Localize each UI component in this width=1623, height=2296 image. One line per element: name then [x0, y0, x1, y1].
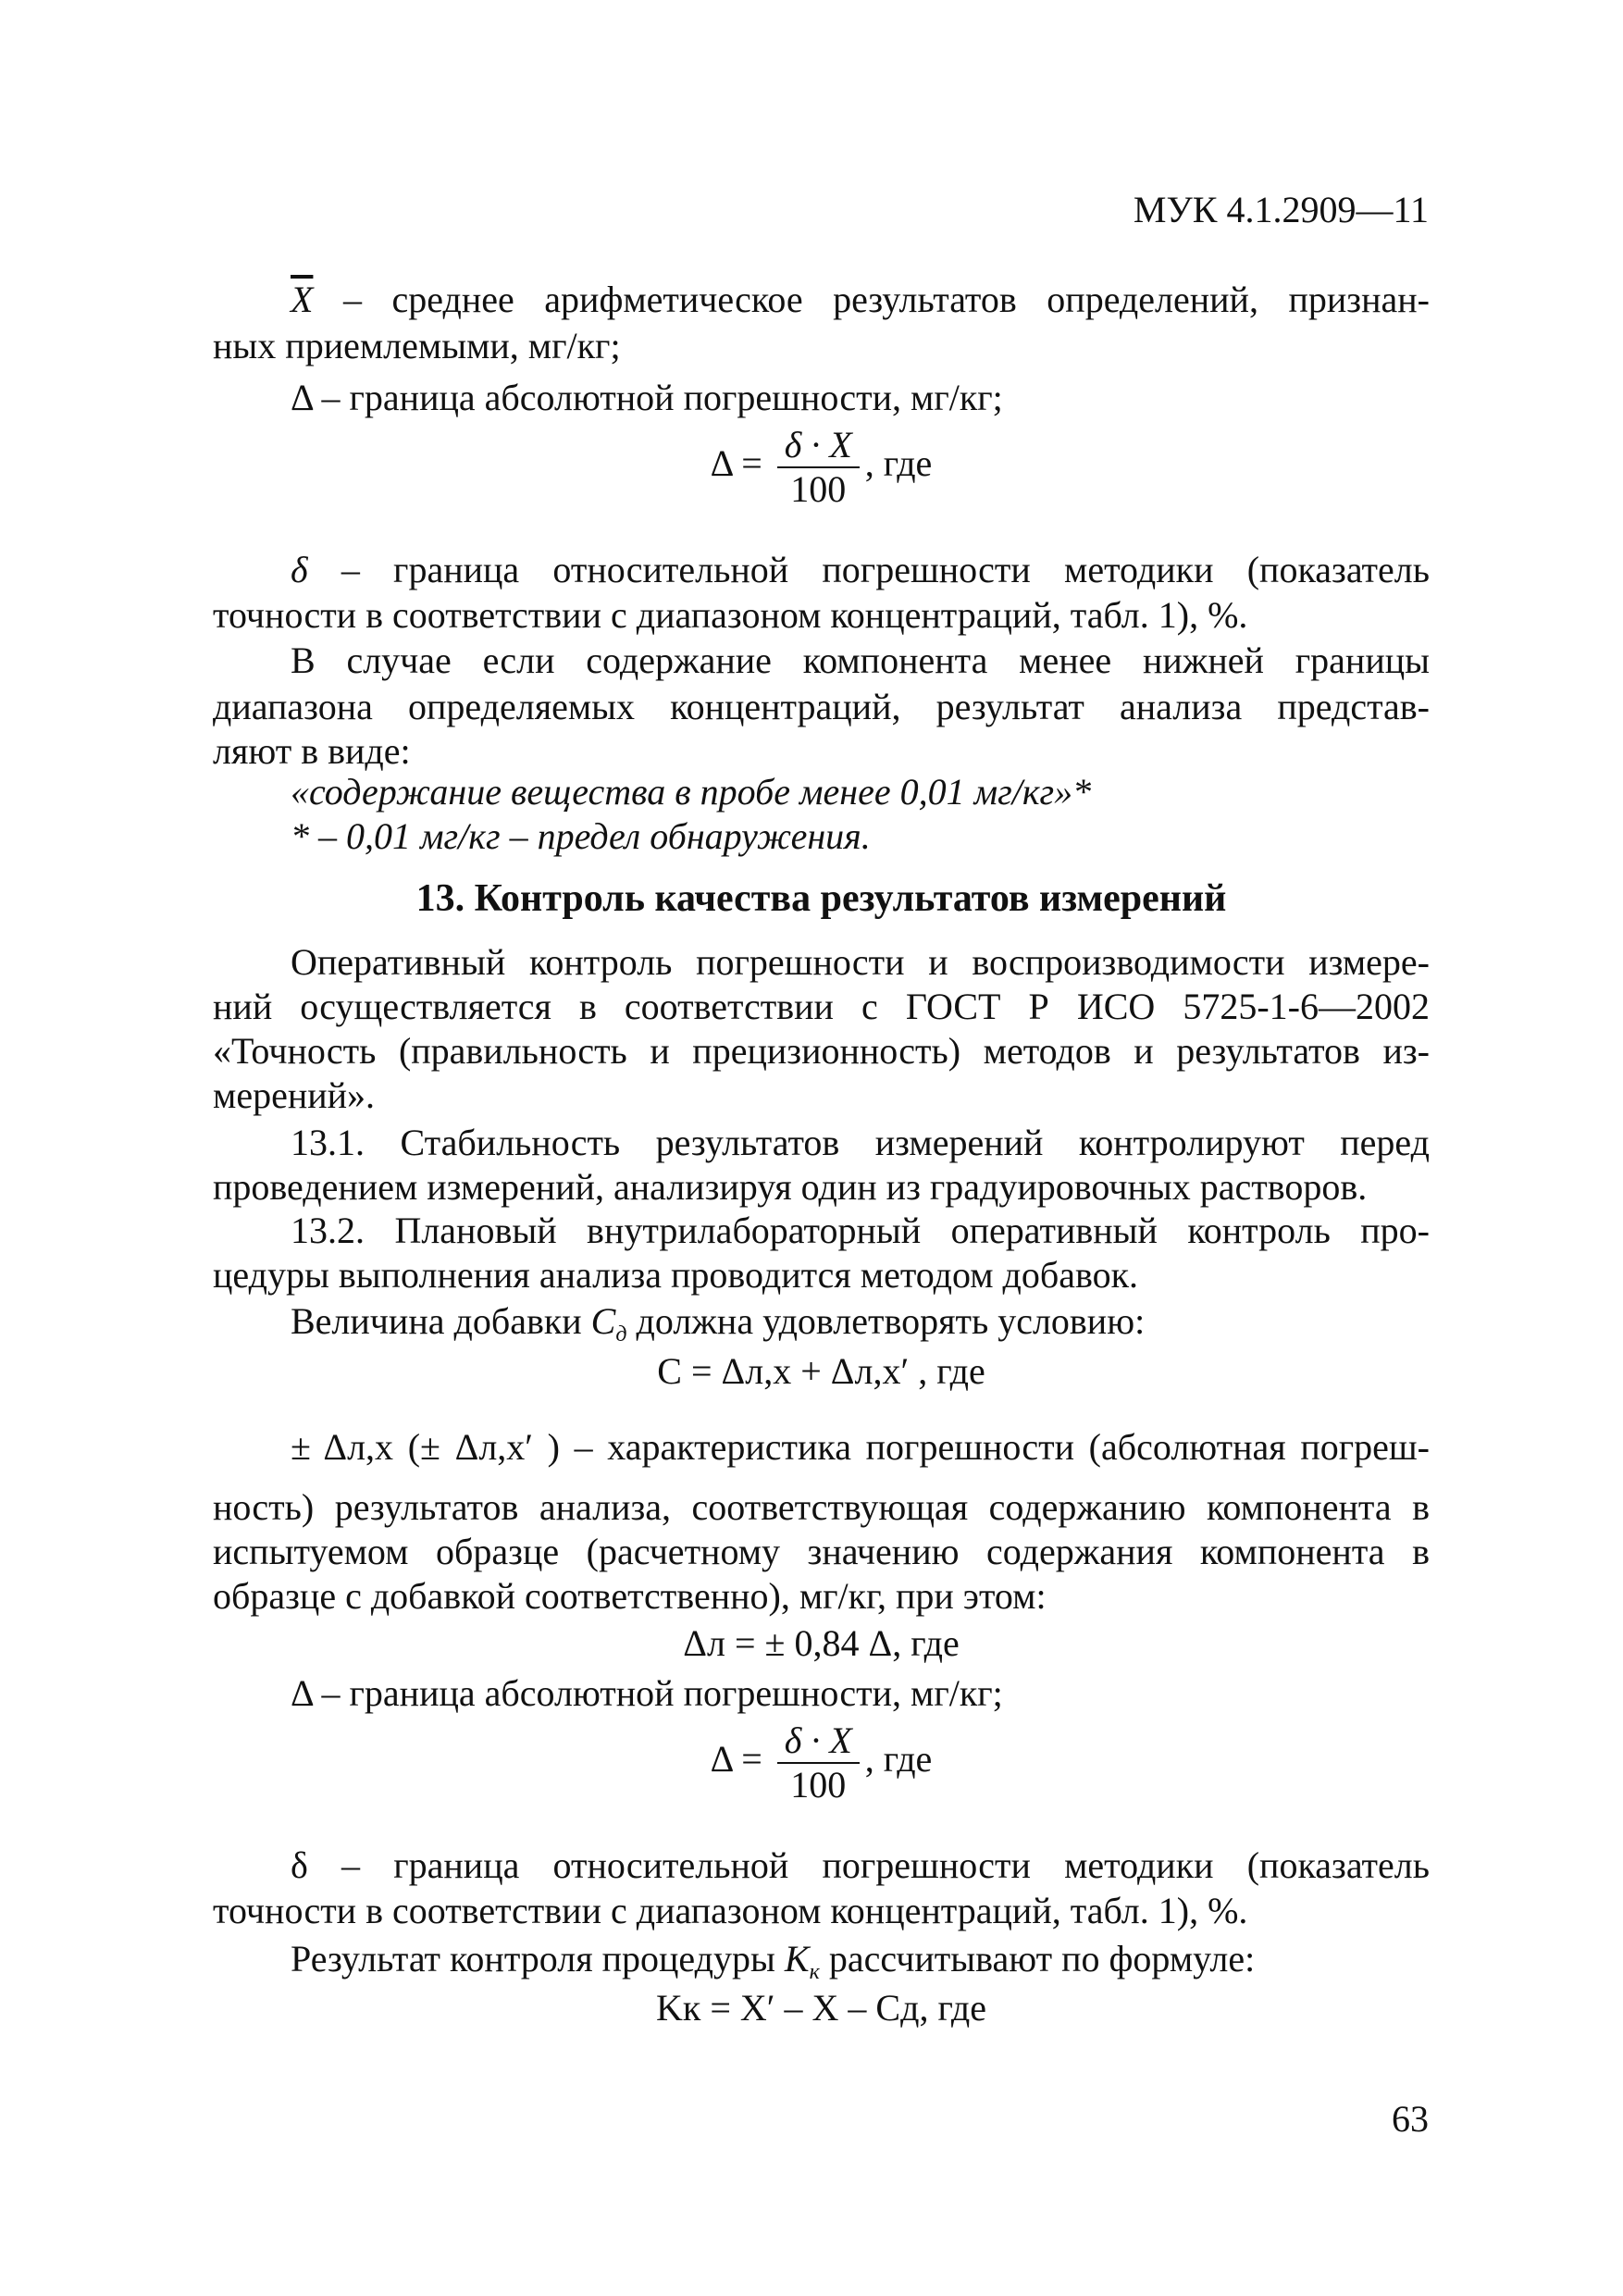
page-number: 63	[1392, 2098, 1429, 2140]
section-paragraph-line-4: мерений».	[213, 1074, 376, 1116]
control-result-formula: Kк = X′ – X – Cд, где	[656, 1987, 986, 2029]
section-paragraph-line-2: ний осуществляется в соответствии с ГОСТ Р ИСО 5725-1-6—2002	[213, 986, 1430, 1027]
case-paragraph-line-3: ляют в виде:	[213, 730, 411, 772]
abs-error-definition: Δ – граница абсолютной погрешности, мг/кг;	[291, 377, 1003, 418]
document-code: МУК 4.1.2909—11	[1133, 189, 1429, 230]
delta-formula-1: Δ = $\frac{\delta \cdot X}{100}$ , где	[710, 424, 933, 510]
p131-line-2: проведением измерений, анализируя один из градуировочных растворов.	[213, 1166, 1368, 1208]
characteristic-line-3: испытуемом образце (расчетному значению содержания компонента в	[213, 1531, 1430, 1572]
case-paragraph-line-1: В случае если содержание компонента менее нижней границы	[291, 639, 1430, 681]
section-paragraph-line-1: Оперативный контроль погрешности и воспроизводимости измере-	[291, 941, 1430, 983]
delta-l-formula: Δл = ± 0,84 Δ, где	[683, 1622, 960, 1664]
quote-line: «содержание вещества в пробе менее 0,01 мг/кг»*	[291, 771, 1092, 813]
mean-definition-line-2: ных приемлемыми, мг/кг;	[213, 325, 621, 366]
section-paragraph-line-3: «Точность (правильность и прецизионность) методов и результатов из-	[213, 1030, 1430, 1072]
p132-line-2: цедуры выполнения анализа проводится методом добавок.	[213, 1254, 1139, 1296]
section-heading: 13. Контроль качества результатов измерений	[415, 877, 1227, 920]
characteristic-line-4: образце с добавкой соответственно), мг/кг, при этом:	[213, 1575, 1047, 1617]
p131-line-1: 13.1. Стабильность результатов измерений контролируют перед	[291, 1122, 1430, 1163]
abs-error-definition-2: Δ – граница абсолютной погрешности, мг/кг;	[291, 1672, 1003, 1714]
rel-error-definition-2-line-2: точности в соответствии с диапазоном концентраций, табл. 1), %.	[213, 1890, 1248, 1931]
additive-formula: C = Δл,x + Δл,x′ , где	[657, 1350, 985, 1392]
control-result-line: Результат контроля процедуры $K_к$ рассчитывают по формуле:	[291, 1938, 1256, 1984]
x-bar-symbol: $\overline{X}$	[291, 279, 314, 320]
case-paragraph-line-2: диапазона определяемых концентраций, результат анализа представ-	[213, 686, 1430, 727]
footnote-line: * – 0,01 мг/кг – предел обнаружения.	[291, 815, 871, 857]
p132-line-1: 13.2. Плановый внутрилабораторный оперативный контроль про-	[291, 1210, 1430, 1251]
additive-condition-line: Величина добавки $C_д$ должна удовлетворять условию:	[291, 1300, 1146, 1347]
delta-formula-2: Δ = $\frac{\delta \cdot X}{100}$ , где	[710, 1719, 933, 1806]
rel-error-definition-line-1: δ – граница относительной погрешности методики (показатель	[291, 549, 1430, 590]
characteristic-line-2: ность) результатов анализа, соответствующая содержанию компонента в	[213, 1486, 1430, 1528]
rel-error-definition-2-line-1: δ – граница относительной погрешности методики (показатель	[291, 1844, 1430, 1886]
characteristic-line-1: ± Δл,x (± Δл,x′ ) – характеристика погрешности (абсолютная погреш-	[291, 1426, 1430, 1468]
mean-definition-line-1: $\overline{X}$ – среднее арифметическое результатов определений, признан-	[291, 279, 1430, 320]
rel-error-definition-line-2: точности в соответствии с диапазоном концентраций, табл. 1), %.	[213, 594, 1248, 636]
